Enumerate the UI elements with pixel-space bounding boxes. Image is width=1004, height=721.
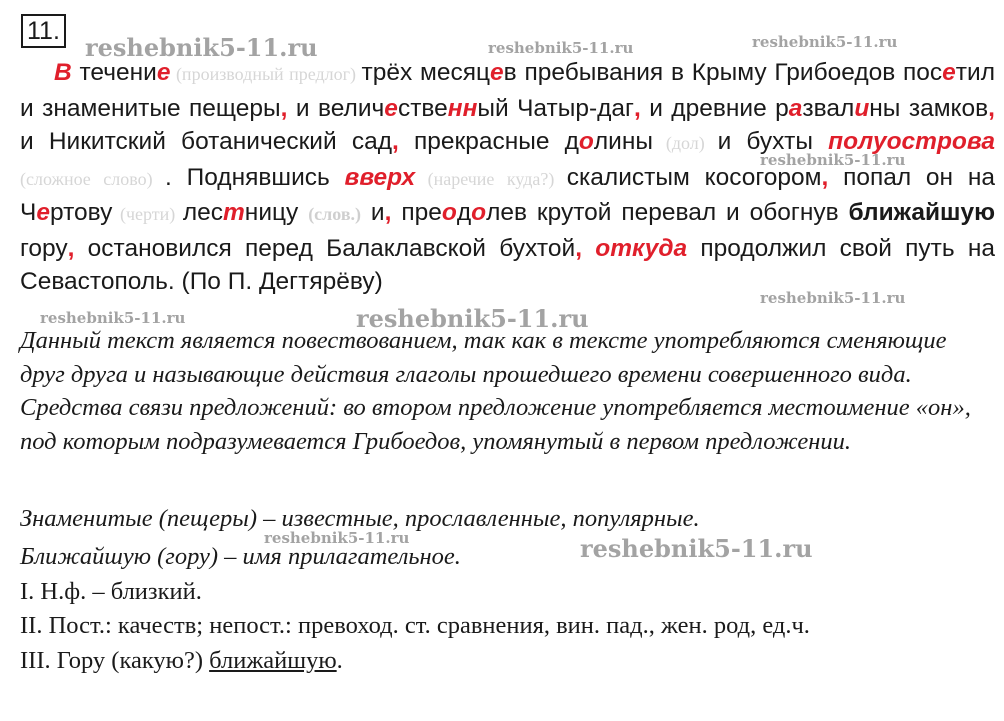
- text-segment: скалистым: [566, 163, 690, 191]
- text-segment: е: [36, 199, 50, 226]
- morph-line-1: I. Н.ф. – близкий.: [20, 578, 202, 605]
- text-segment: нн: [447, 94, 478, 122]
- comma-mark: ,: [392, 128, 399, 155]
- comma-mark: ,: [280, 94, 288, 122]
- text-segment: и древние: [640, 94, 767, 122]
- text-segment: ртову: [49, 199, 113, 226]
- text-segment: и: [854, 94, 870, 122]
- text-segment: бухты: [731, 128, 829, 155]
- text-segment: В: [54, 59, 72, 86]
- text-segment: тил и знаменитые пещеры: [20, 59, 995, 122]
- grammar-hint: (черти): [112, 204, 183, 224]
- text-segment: косогором: [689, 163, 822, 191]
- watermark: reshebnik5-11.ru: [85, 33, 318, 62]
- text-segment: пос: [895, 59, 943, 86]
- text-segment: о: [578, 128, 594, 155]
- text-segment: гору: [20, 234, 68, 262]
- watermark: reshebnik5-11.ru: [752, 33, 898, 51]
- text-segment: пре: [391, 199, 442, 226]
- text-segment: .: [336, 647, 343, 674]
- main-text-paragraph: [20, 56, 995, 299]
- text-segment: звал: [802, 94, 855, 122]
- text-segment: лес: [182, 199, 223, 226]
- text-segment: о: [471, 199, 487, 226]
- text-segment: . Поднявшись: [165, 163, 345, 191]
- text-segment: д: [456, 199, 472, 226]
- text-segment: ницу: [244, 199, 309, 226]
- grammar-hint: (сложное слово): [20, 168, 166, 189]
- synonyms-line: Знаменитые (пещеры) – известные, прославленные, популярные.: [20, 505, 700, 532]
- text-segment: продолжил свой путь на Севастополь. (По П. Дегтярёву): [20, 234, 996, 295]
- morph-line-2: II. Пост.: качеств; непост.: превоход. ст. сравнения, вин. пад., жен. род, ед.ч.: [20, 612, 810, 639]
- text-segment: течени: [71, 59, 157, 86]
- text-segment: лев крутой: [486, 199, 612, 226]
- text-segment: стве: [397, 94, 448, 122]
- text-segment: ближайшую: [848, 199, 996, 226]
- watermark: reshebnik5-11.ru: [488, 39, 634, 57]
- part-of-speech-line: Ближайшую (гору) – имя прилагательное.: [20, 543, 461, 570]
- text-segment: и: [361, 199, 385, 226]
- text-segment: и: [717, 128, 732, 155]
- watermark: reshebnik5-11.ru: [760, 289, 906, 307]
- text-segment: о: [441, 199, 457, 226]
- text-segment: е: [942, 59, 956, 86]
- text-segment: ближайшую: [209, 647, 337, 674]
- watermark: reshebnik5-11.ru: [264, 529, 410, 547]
- comma-mark: ,: [384, 199, 392, 226]
- text-segment: прекрасные д: [398, 128, 579, 155]
- text-segment: ны замков: [869, 94, 989, 122]
- comma-mark: ,: [575, 234, 582, 262]
- text-segment: откуда: [595, 234, 688, 262]
- text-segment: а: [788, 94, 803, 122]
- text-segment: ый Чатыр-даг: [477, 94, 634, 122]
- text-segment: [582, 235, 595, 262]
- text-segment: трёх месяц: [361, 59, 491, 86]
- text-segment: т: [223, 199, 245, 226]
- text-segment: е: [384, 94, 398, 122]
- grammar-hint: (наречие куда?): [415, 168, 567, 189]
- text-segment: и велич: [287, 94, 385, 122]
- watermark: reshebnik5-11.ru: [580, 534, 813, 563]
- grammar-hint: (дол): [653, 133, 718, 153]
- text-segment: полуострова: [828, 128, 995, 155]
- text-segment: остановился перед Балаклавской бухтой: [74, 234, 576, 262]
- morph-line-3: [20, 644, 343, 677]
- text-segment: перевал и обогнув: [611, 199, 849, 226]
- watermark: reshebnik5-11.ru: [40, 309, 186, 327]
- text-segment: вверх: [344, 163, 416, 191]
- text-segment: III. Гору (какую?): [20, 647, 210, 674]
- comma-mark: ,: [821, 163, 829, 191]
- grammar-hint: (производный предлог): [170, 64, 362, 84]
- exercise-number: 11.: [21, 14, 66, 48]
- text-segment: е: [156, 59, 171, 86]
- text-segment: е: [490, 59, 504, 86]
- comma-mark: ,: [67, 234, 75, 262]
- text-segment: лины: [593, 128, 653, 155]
- grammar-hint: (слов.): [308, 204, 362, 224]
- watermark: reshebnik5-11.ru: [356, 304, 589, 333]
- text-segment: и Никитский ботанический сад: [20, 128, 392, 155]
- text-segment: р: [766, 94, 789, 122]
- watermark: reshebnik5-11.ru: [760, 151, 906, 169]
- text-segment: попал он на Ч: [20, 163, 995, 226]
- comma-mark: ,: [988, 94, 995, 122]
- comma-mark: ,: [633, 94, 641, 122]
- text-segment: в пребывания в Крыму Грибоедов: [503, 59, 896, 86]
- analysis-paragraph: Данный текст является повествованием, так как в тексте употребляются сменяющие друг друга и называющие действия глаголы прошедшего времени совершенного вида. Средства связи предложений: во втором предложение употребляется местоимение «он», под которым подразумевается Грибоедов, упомянутый в первом предложении.: [20, 327, 971, 455]
